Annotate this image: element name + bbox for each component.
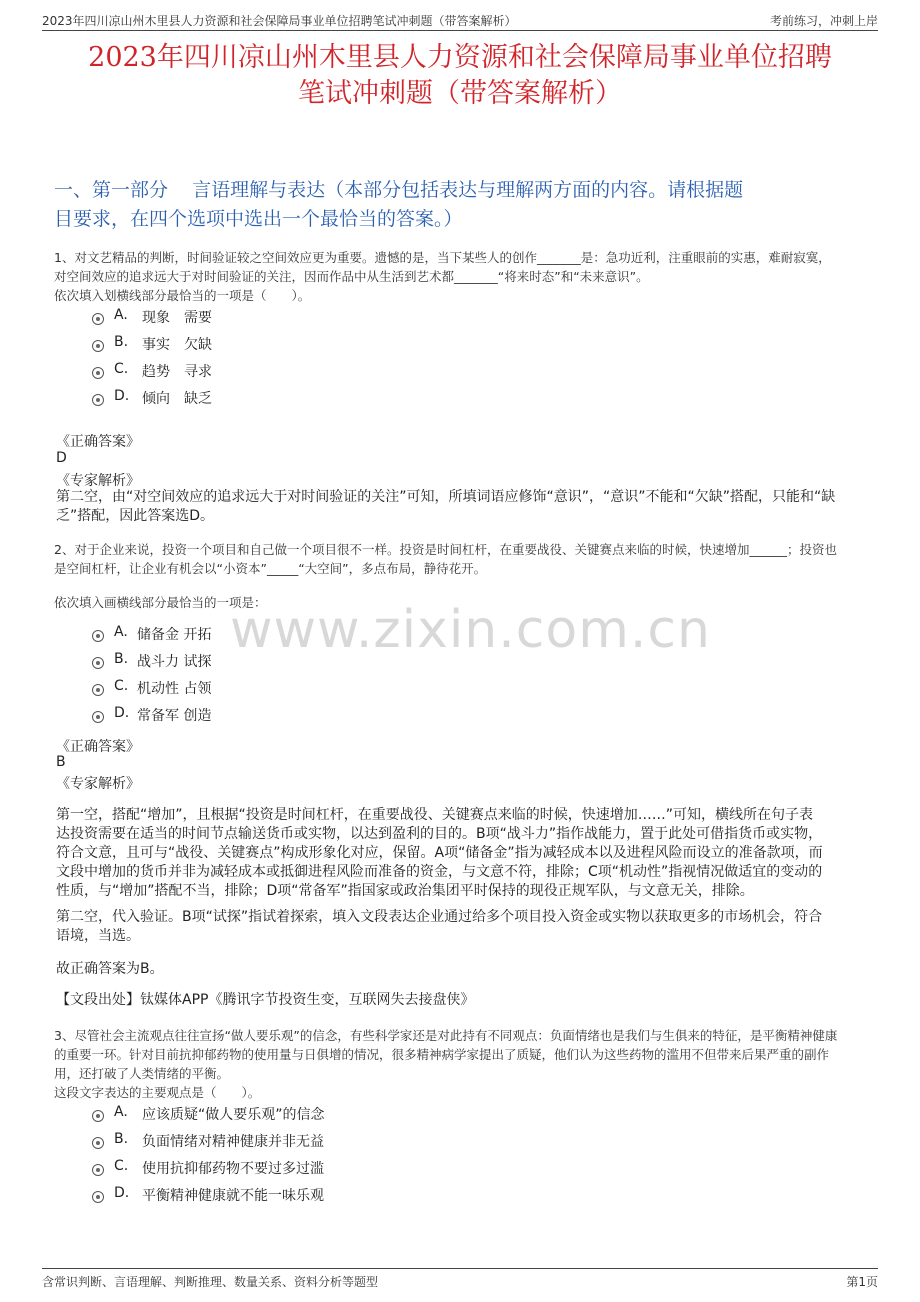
question-2-stem-line-1: 2、对于企业来说，投资一个项目和自己做一个项目很不一样。投资是时间杠杆，在重要战役、关键赛点来临的时候，快速增加______；投资也: [54, 542, 837, 557]
question-3-stem-line-2: 的重要一环。针对目前抗抑郁药物的使用量与日俱增的情况，很多精神病学家提出了质疑，他们认为这些药物的滥用不但带来后果严重的副作: [54, 1047, 830, 1062]
title-line-2: 笔试冲刺题（带答案解析）: [298, 78, 622, 109]
question-1-stem-line-1: 1、对文艺精品的判断，时间验证较之空间效应更为重要。遗憾的是，当下某些人的创作_______是：急功近利，注重眼前的实惠，难耐寂寞，: [54, 250, 831, 265]
footer-description: 含常识判断、言语理解、判断推理、数量关系、资料分析等题型: [42, 1275, 379, 1289]
title-line-1: 2023年四川凉山州木里县人力资源和社会保障局事业单位招聘: [88, 42, 832, 73]
question-1-stem-line-2: 对空间效应的追求远大于对时间验证的关注，因而作品中从生活到艺术都_______“将来时态”和“未来意识”。: [54, 269, 649, 284]
question-2-analysis-p1: [56, 806, 864, 901]
radio-icon[interactable]: [92, 313, 104, 325]
radio-icon[interactable]: [92, 630, 104, 642]
question-1-stem: [54, 248, 872, 305]
section-heading-line-1: 一、第一部分 言语理解与表达（本部分包括表达与理解两方面的内容。请根据题: [54, 179, 744, 201]
watermark: www.zixin.com.cn: [230, 600, 711, 660]
question-2-answer-label: 《正确答案》: [56, 739, 140, 755]
question-3-stem-line-3: 用，还打破了人类情绪的平衡。: [54, 1066, 230, 1081]
analysis-line: 第一空，搭配“增加”，且根据“投资是时间杠杆，在重要战役、关键赛点来临的时候，快速增加……”可知，横线所在句子表: [56, 807, 814, 823]
page-number: 第1页: [846, 1275, 878, 1289]
question-1-analysis-label: 《专家解析》: [56, 473, 140, 489]
radio-icon[interactable]: [92, 1164, 104, 1176]
question-1-answer: D: [56, 450, 67, 466]
radio-icon[interactable]: [92, 657, 104, 669]
header-doc-title: 2023年四川凉山州木里县人力资源和社会保障局事业单位招聘笔试冲刺题（带答案解析）: [42, 14, 517, 28]
analysis-line: 达投资需要在适当的时间节点输送货币或实物，以达到盈利的目的。B项“战斗力”指作战能力，置于此处可借指货币或实物，: [56, 826, 823, 842]
question-1-analysis-line-1: 第二空，由“对空间效应的追求远大于对时间验证的关注”可知，所填词语应修饰“意识”，“意识”不能和“欠缺”搭配，只能和“缺: [56, 489, 836, 505]
page-header: [42, 10, 878, 31]
question-3-stem: [54, 1026, 872, 1102]
question-3-prompt: 这段文字表达的主要观点是（ ）。: [54, 1085, 261, 1100]
question-2-answer: B: [56, 754, 66, 770]
radio-icon[interactable]: [92, 394, 104, 406]
question-2-conclusion: 故正确答案为B。: [56, 961, 164, 977]
radio-icon[interactable]: [92, 684, 104, 696]
question-2-analysis-p2: [56, 908, 864, 946]
section-heading: [54, 176, 864, 234]
question-3-stem-line-1: 3、尽管社会主流观点往往宣扬“做人要乐观”的信念，有些科学家还是对此持有不同观点：负面情绪也是我们与生俱来的特征，是平衡精神健康: [54, 1028, 838, 1043]
question-2-stem: [54, 540, 872, 578]
section-heading-line-2: 目要求，在四个选项中选出一个最恰当的答案。）: [54, 208, 463, 230]
radio-icon[interactable]: [92, 340, 104, 352]
radio-icon[interactable]: [92, 1137, 104, 1149]
question-1-analysis-line-2: 乏”搭配，因此答案选D。: [56, 508, 215, 524]
analysis-line: 性质，与“增加”搭配不当，排除；D项“常备军”指国家或政治集团平时保持的现役正规军队，与文意无关，排除。: [56, 883, 754, 899]
radio-icon[interactable]: [92, 367, 104, 379]
question-1-prompt: 依次填入划横线部分最恰当的一项是（ ）。: [54, 288, 311, 303]
analysis-line: 文段中增加的货币并非为减轻成本或抵御进程风险而准备的资金，与文意不符，排除；C项“机动性”指视情况做适宜的变动的: [56, 864, 823, 880]
header-slogan: 考前练习，冲刺上岸: [769, 14, 878, 28]
radio-icon[interactable]: [92, 1191, 104, 1203]
question-2-prompt: 依次填入画横线部分最恰当的一项是：: [54, 595, 267, 610]
document-title: [40, 40, 880, 112]
question-2-source: 【文段出处】钛媒体APP《腾讯字节投资生变，互联网失去接盘侠》: [56, 992, 475, 1008]
analysis-line: 符合文意，且可与“战役、关键赛点”构成形象化对应，保留。A项“储备金”指为减轻成本以及进程风险而设立的准备款项，而: [56, 845, 823, 861]
radio-icon[interactable]: [92, 1110, 104, 1122]
radio-icon[interactable]: [92, 711, 104, 723]
page-footer: [42, 1268, 878, 1291]
analysis-line: 语境，当选。: [56, 928, 140, 944]
question-1-answer-label: 《正确答案》: [56, 434, 140, 450]
analysis-line: 第二空，代入验证。B项“试探”指试着探索，填入文段表达企业通过给多个项目投入资金或实物以获取更多的市场机会，符合: [56, 909, 823, 925]
question-2-analysis-label: 《专家解析》: [56, 776, 140, 792]
question-1-analysis: [56, 488, 864, 526]
question-2-stem-line-2: 是空间杠杆，让企业有机会以“小资本”_____“大空间”，多点布局，静待花开。: [54, 561, 487, 576]
